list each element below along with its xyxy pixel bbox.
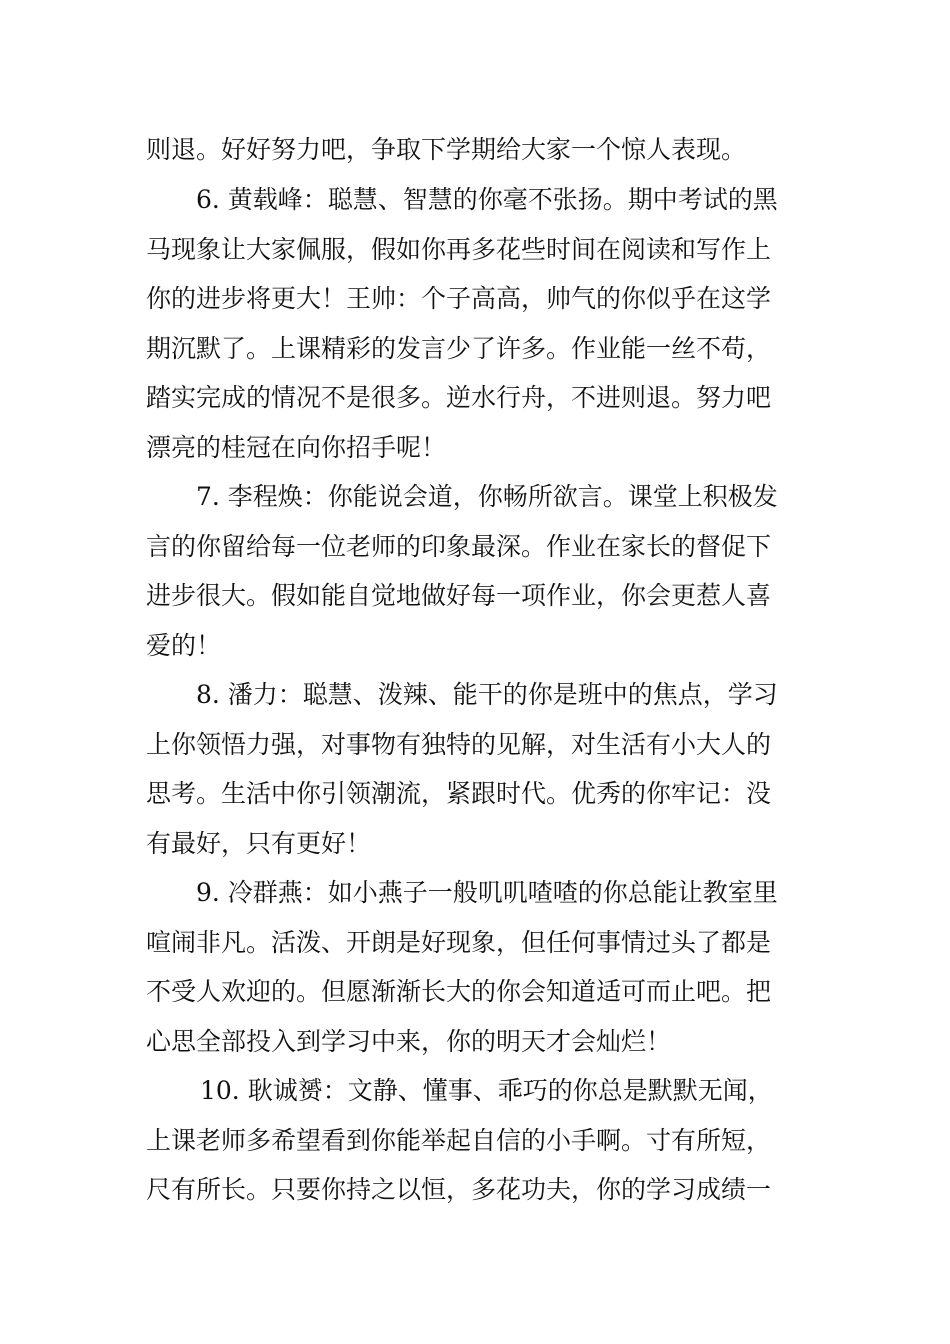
paragraph-6-first-line: 6. 黄载峰：聪慧、智慧的你毫不张扬。期中考试的黑 xyxy=(196,185,778,214)
text-line: 进步很大。假如能自觉地做好每一项作业，你会更惹人喜 xyxy=(146,581,772,610)
text-line: 上你领悟力强，对事物有独特的见解，对生活有小大人的 xyxy=(146,730,772,759)
paragraph-9-first-line: 9. 冷群燕：如小燕子一般叽叽喳喳的你总能让教室里 xyxy=(196,878,778,907)
paragraph-8-first-line: 8. 潘力：聪慧、泼辣、能干的你是班中的焦点，学习 xyxy=(196,680,778,709)
text-line: 爱的！ xyxy=(146,631,222,660)
text-line: 言的你留给每一位老师的印象最深。作业在家长的督促下 xyxy=(146,532,772,561)
text-line: 上课老师多希望看到你能举起自信的小手啊。寸有所短， xyxy=(146,1126,772,1155)
paragraph-10-first-line: 10. 耿诚赟：文静、懂事、乖巧的你总是默默无闻， xyxy=(200,1076,773,1105)
text-line: 马现象让大家佩服，假如你再多花些时间在阅读和写作上 xyxy=(146,235,772,264)
text-line: 尺有所长。只要你持之以恒，多花功夫，你的学习成绩一 xyxy=(146,1175,772,1204)
text-line: 你的进步将更大！王帅：个子高高，帅气的你似乎在这学 xyxy=(146,284,772,313)
paragraph-7-first-line: 7. 李程焕：你能说会道，你畅所欲言。课堂上积极发 xyxy=(196,482,778,511)
text-line: 心思全部投入到学习中来，你的明天才会灿烂！ xyxy=(146,1027,672,1056)
text-line: 思考。生活中你引领潮流，紧跟时代。优秀的你牢记：没 xyxy=(146,779,772,808)
text-line: 踏实完成的情况不是很多。逆水行舟，不进则退。努力吧 xyxy=(146,383,772,412)
text-line: 则退。好好努力吧，争取下学期给大家一个惊人表现。 xyxy=(146,135,747,164)
text-line: 有最好，只有更好！ xyxy=(146,829,372,858)
text-line: 不受人欢迎的。但愿渐渐长大的你会知道适可而止吧。把 xyxy=(146,977,772,1006)
text-line: 喧闹非凡。活泼、开朗是好现象，但任何事情过头了都是 xyxy=(146,928,772,957)
text-line: 漂亮的桂冠在向你招手呢！ xyxy=(146,433,447,462)
text-line: 期沉默了。上课精彩的发言少了许多。作业能一丝不苟， xyxy=(146,334,772,363)
